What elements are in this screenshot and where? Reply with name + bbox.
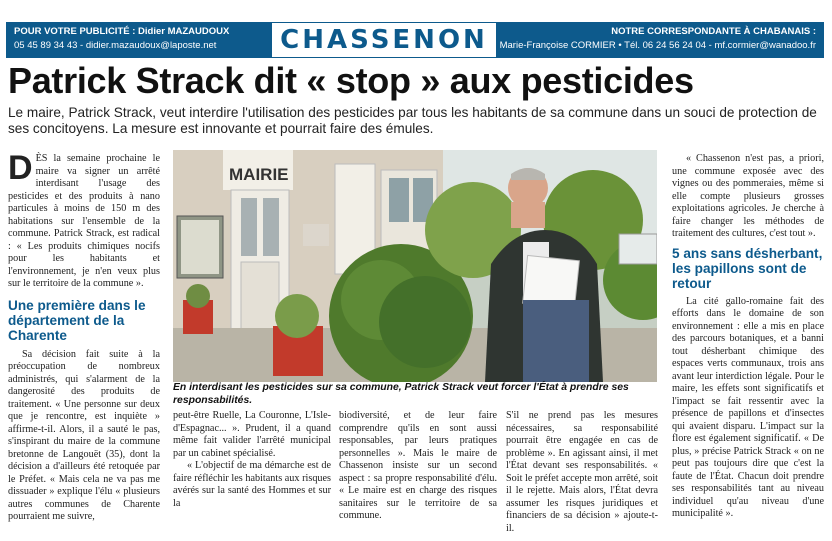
mairie-sign: MAIRIE (229, 165, 289, 184)
body-paragraph: Sa décision fait suite à la préoccupation de nombreux administrés, qui s'alarment de la dangerosité des produits de traitement. « Une personne sur deux que je rencontre, est inquiète » affirme-t-il. Alors, il a sauté le pas, s'inspirant du maire de la commune bretonne de Langouët (35), dont la décision a d'ailleurs été retoquée par le Préfet. « Mais cela ne va pas me dissuader » explique l'élu « plusieurs autres communes de Charente pourraient me suivre, (8, 348, 160, 522)
subheading-first-in-department: Une première dans le département de la Charente (8, 297, 146, 343)
quote-paragraph: « Chassenon n'est pas, a priori, une commune exposée avec des vignes ou des pommeraies, même si elle compte plusieurs grosses exploitations agricoles. Je cherche à faire changer les méthodes de traitement des cultures, c'est tout ». (672, 153, 824, 239)
body-paragraph: S'il ne prend pas les mesures nécessaires, sa responsabilité pourrait être engagée en cas de problème ». En agissant ainsi, il met l'État devant ses responsabilités. « Soit le préfet accepte mon arrêté, soit il le rejette. Mais alors, l'État devra assumer les risques juridiques et financiers de sa décision » ajoute-t-il. (506, 410, 658, 534)
subheading-butterflies-return: 5 ans sans désherbant, les papillons sont de retour (672, 245, 823, 291)
photo-caption: En interdisant les pesticides sur sa commune, Patrick Strack veut forcer l'État à prendre ses responsabilités. (173, 382, 629, 406)
advertising-phone-email: 05 45 89 34 43 - didier.mazaudoux@laposte.net (14, 40, 217, 51)
correspondent-details: Marie-Françoise CORMIER • Tél. 06 24 56 24 04 - mf.cormier@wanadoo.fr (499, 40, 816, 51)
city-name: CHASSENON (272, 23, 496, 57)
body-paragraph: biodiversité, et de leur faire comprendre qu'ils en sont aussi responsables, par leurs pratiques personnelles ». Mais le maire de Chassenon insiste sur un second aspect : sa propre responsabilité d'élu. « Le maire est en charge des risques sanitaires sur le territoire de sa commune. (339, 410, 497, 521)
advertising-label: POUR VOTRE PUBLICITÉ : Didier MAZAUDOUX (14, 26, 230, 37)
body-paragraph: « L'objectif de ma démarche est de faire réfléchir les habitants aux risques avérés sur la santé des Hommes et sur la (173, 460, 331, 509)
mayor-photo-illustration (173, 150, 657, 382)
column-5 (672, 153, 824, 521)
body-paragraph: peut-être Ruelle, La Couronne, L'Isle-d'Espagnac... ». Prudent, il a quand même fait valider l'arrêté municipal par un cabinet spécialisé. (173, 410, 331, 459)
body-paragraph: La cité gallo-romaine fait des efforts dans le domaine de son environnement : elle a mis en place des parcours botaniques, et a banni tout désherbant chimique des espaces verts communaux, trois ans avant leur interdiction légale. Pour le maire, les effets sont significatifs et l'impact se fait ressentir avec la présence de papillons et d'insectes qui avaient disparu. L'impact sur la flore est également significatif. « De plus, » précise Patrick Strack « on ne peut pas toujours dire que c'est la faute de l'État. Chacun doit prendre ses responsabilités tant au niveau individuel qu'au niveau d'une municipalité ». (672, 295, 824, 519)
article-headline: Patrick Strack dit « stop » aux pesticides (8, 60, 694, 101)
intro-paragraph: ÈS la semaine prochaine le maire va signer un arrêté interdisant l'usage des pesticides et des produits à nano particules à moins de 150 m des habitations sur l'ensemble de la commune. Patrick Strack, est radical : « Les produits chimiques nocifs pour les habitants et l'environnement, je n'en veux plus sur le territoire de la commune ». (8, 153, 160, 289)
column-3 (339, 410, 497, 523)
correspondent-label: NOTRE CORRESPONDANTE À CHABANAIS : (611, 26, 816, 37)
correspondent-contact (500, 25, 816, 53)
article-photo (173, 150, 657, 382)
column-4 (506, 410, 658, 535)
drop-cap: D (8, 149, 33, 187)
advertising-contact (14, 25, 229, 53)
column-1 (8, 149, 160, 524)
section-banner (6, 22, 824, 58)
article-lead: Le maire, Patrick Strack, veut interdire l'utilisation des pesticides par tous les habitants de sa commune dans un souci de protection de ses concitoyens. La mesure est innovante et pourrait faire des émules. (8, 105, 817, 136)
column-2 (173, 410, 331, 510)
